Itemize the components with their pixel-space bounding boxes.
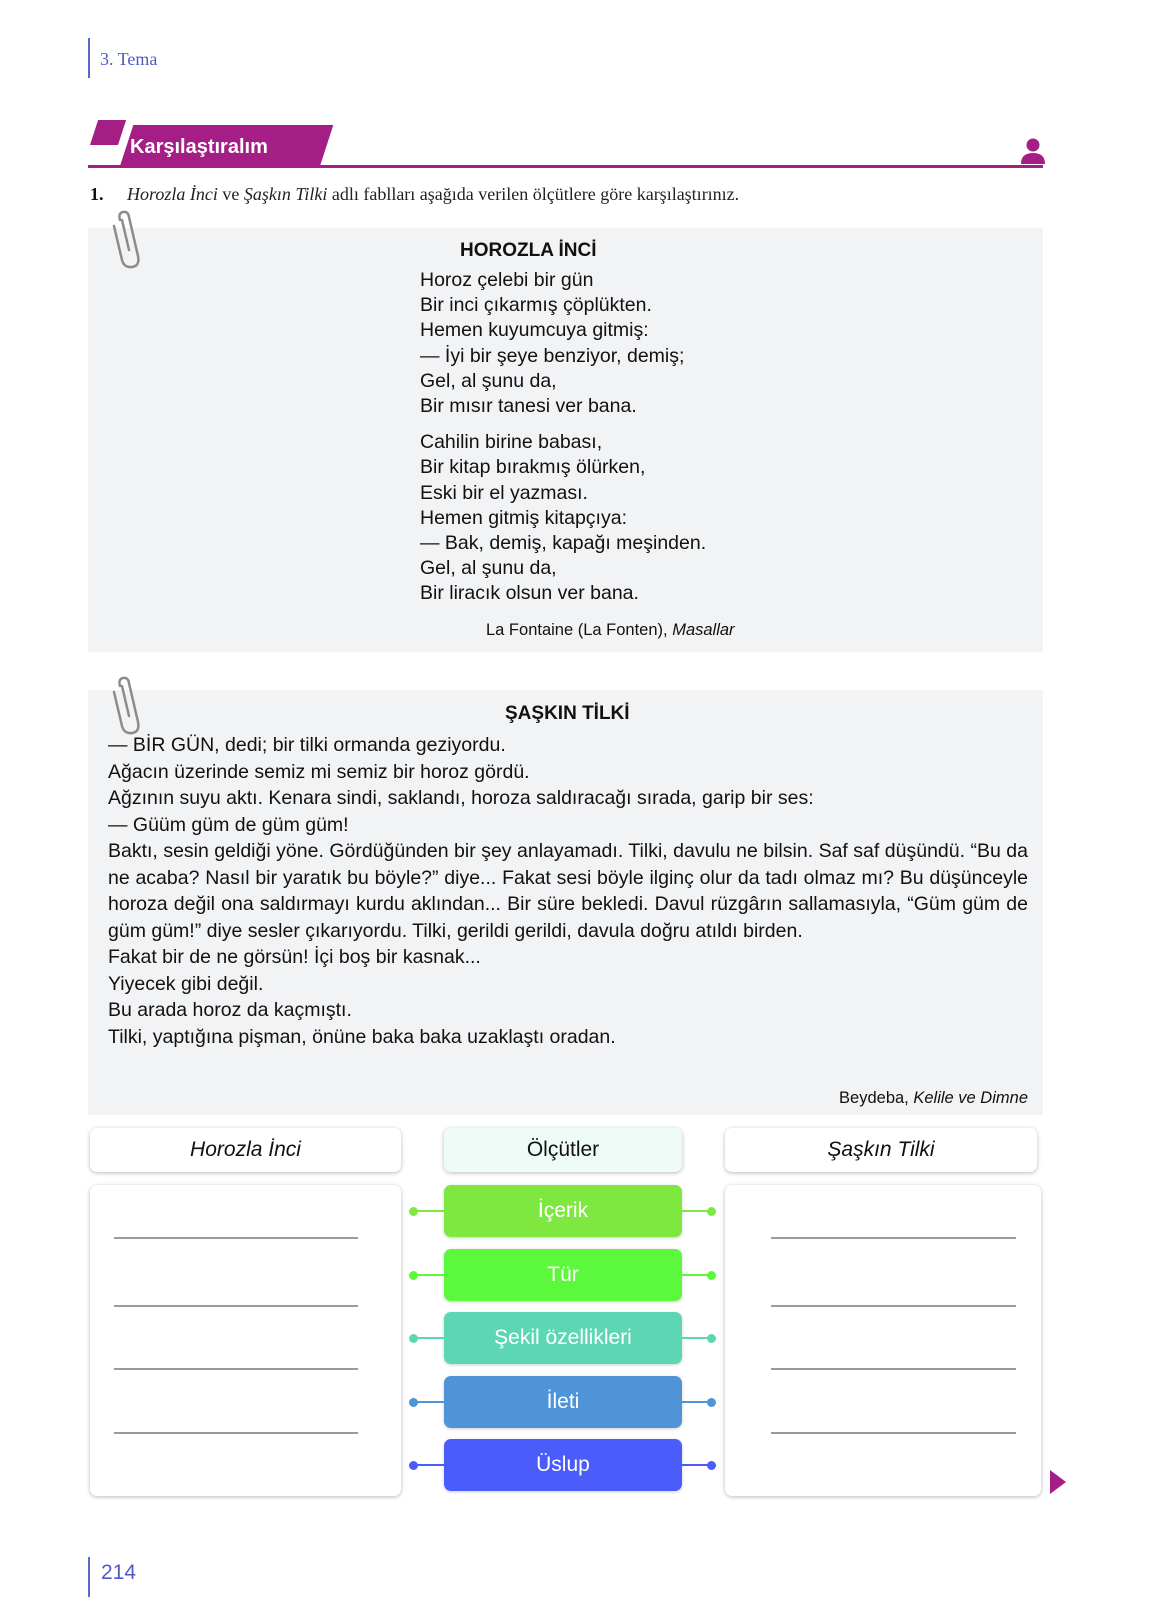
- poem-line: Bir kitap bırakmış ölürken,: [420, 456, 646, 479]
- poem-source-work: Masallar: [672, 621, 735, 639]
- connector-dot-icon: [409, 1334, 418, 1343]
- page-number: 214: [101, 1561, 137, 1584]
- poem-line: Cahilin birine babası,: [420, 431, 603, 454]
- connector-dot-icon: [707, 1398, 716, 1407]
- connector-dot-icon: [409, 1461, 418, 1470]
- right-column-header: Şaşkın Tilki: [725, 1128, 1037, 1172]
- story-line: Bu arada horoz da kaçmıştı.: [108, 999, 352, 1021]
- story-line: Fakat bir de ne görsün! İçi boş bir kasnak...: [108, 946, 481, 968]
- connector-dot-icon: [409, 1398, 418, 1407]
- story-line: Yiyecek gibi değil.: [108, 972, 264, 995]
- connector-line: [414, 1210, 444, 1212]
- story-line: — BİR GÜN, dedi; bir tilki ormanda geziyordu.: [108, 734, 506, 756]
- poem-stanza-2: [420, 430, 706, 606]
- poem-line: Hemen gitmiş kitapçıya:: [420, 506, 627, 529]
- criteria-header: Ölçütler: [444, 1128, 682, 1172]
- individual-activity-icon: [1020, 137, 1046, 165]
- connector-line: [414, 1401, 444, 1403]
- question-title-2: Şaşkın Tilki: [243, 184, 328, 204]
- poem-line: Eski bir el yazması.: [420, 481, 588, 504]
- paperclip-icon: [108, 676, 144, 736]
- connector-line: [414, 1337, 444, 1339]
- header-divider: [88, 38, 90, 78]
- left-answer-box: [90, 1185, 401, 1496]
- connector-dot-icon: [409, 1271, 418, 1280]
- story-source: [839, 1089, 1028, 1108]
- question-text: [127, 184, 739, 205]
- section-accent-block: [90, 120, 126, 145]
- criterion-box: İçerik: [444, 1185, 682, 1237]
- footer-divider: [88, 1557, 90, 1597]
- criterion-box: Şekil özellikleri: [444, 1312, 682, 1364]
- connector-dot-icon: [707, 1207, 716, 1216]
- poem-line: Bir liracık olsun ver bana.: [420, 582, 639, 605]
- answer-line-2[interactable]: [771, 1305, 1016, 1307]
- poem-line: Bir inci çıkarmış çöplükten.: [420, 294, 652, 317]
- right-answer-box: [725, 1185, 1041, 1496]
- section-underline: [88, 165, 1043, 168]
- connector-dot-icon: [409, 1207, 418, 1216]
- question-rest: adlı fablları aşağıda verilen ölçütlere göre karşılaştırınız.: [327, 184, 740, 204]
- story-paragraph: Baktı, sesin geldiği yöne. Gördüğünden bir şey anlayamadı. Tilki, davulu ne bilsin. Saf saf düşündü. “Bu da ne acaba? Nasıl bir yaratık bu böyle?” diye... Fakat sesi böyle ilginç olur da tadı olmaz mı? Bu düşünceyle horoza değil ona saldırmayı kurdu aklından... Bir süre bekledi. Davul rüzgârın sallamasıyla, “Güm güm de güm güm!” diye sesler çıkarıyordu. Tilki, gerildi gerildi, davula doğru atıldı birden.: [108, 840, 1028, 942]
- story-source-work: Kelile ve Dimne: [913, 1089, 1028, 1107]
- connector-line: [414, 1464, 444, 1466]
- story-title: ŞAŞKIN TİLKİ: [505, 703, 630, 724]
- answer-line-1[interactable]: [771, 1237, 1016, 1239]
- poem-title: HOROZLA İNCİ: [460, 240, 597, 261]
- answer-line-3[interactable]: [114, 1368, 358, 1370]
- poem-line: Hemen kuyumcuya gitmiş:: [420, 319, 649, 342]
- paperclip-icon: [108, 210, 144, 270]
- story-line: Ağzının suyu aktı. Kenara sindi, saklandı, horoza saldıracağı sırada, garip bir ses:: [108, 787, 814, 809]
- poem-source: [486, 621, 735, 640]
- theme-label: 3. Tema: [100, 49, 158, 69]
- answer-line-4[interactable]: [771, 1432, 1016, 1434]
- poem-source-author: La Fontaine (La Fonten),: [486, 621, 673, 639]
- section-title: Karşılaştıralım: [130, 136, 268, 158]
- story-body: [108, 732, 1028, 1050]
- left-column-header: Horozla İnci: [90, 1128, 401, 1172]
- story-line: — Güüm güm de güm güm!: [108, 813, 349, 836]
- answer-line-4[interactable]: [114, 1432, 358, 1434]
- question-conj: ve: [217, 184, 244, 204]
- story-source-author: Beydeba,: [839, 1089, 914, 1107]
- poem-body: [420, 268, 706, 618]
- poem-line: — İyi bir şeye benziyor, demiş;: [420, 344, 685, 367]
- poem-line: Horoz çelebi bir gün: [420, 269, 594, 291]
- next-page-arrow-icon[interactable]: [1050, 1470, 1066, 1494]
- question-number: 1.: [90, 184, 104, 204]
- answer-line-2[interactable]: [114, 1305, 358, 1307]
- criterion-box: Tür: [444, 1249, 682, 1301]
- criterion-box: İleti: [444, 1376, 682, 1428]
- story-line: Ağacın üzerinde semiz mi semiz bir horoz gördü.: [108, 760, 530, 783]
- poem-line: Gel, al şunu da,: [420, 557, 557, 580]
- answer-line-3[interactable]: [771, 1368, 1016, 1370]
- connector-line: [414, 1274, 444, 1276]
- poem-line: Gel, al şunu da,: [420, 369, 557, 392]
- connector-dot-icon: [707, 1461, 716, 1470]
- poem-line: — Bak, demiş, kapağı meşinden.: [420, 532, 707, 555]
- answer-line-1[interactable]: [114, 1237, 358, 1239]
- question-title-1: Horozla İnci: [127, 184, 218, 204]
- poem-line: Bir mısır tanesi ver bana.: [420, 395, 637, 418]
- poem-stanza-1: [420, 268, 706, 419]
- connector-dot-icon: [707, 1271, 716, 1280]
- story-line: Tilki, yaptığına pişman, önüne baka baka uzaklaştı oradan.: [108, 1025, 616, 1048]
- connector-dot-icon: [707, 1334, 716, 1343]
- criterion-box: Üslup: [444, 1439, 682, 1491]
